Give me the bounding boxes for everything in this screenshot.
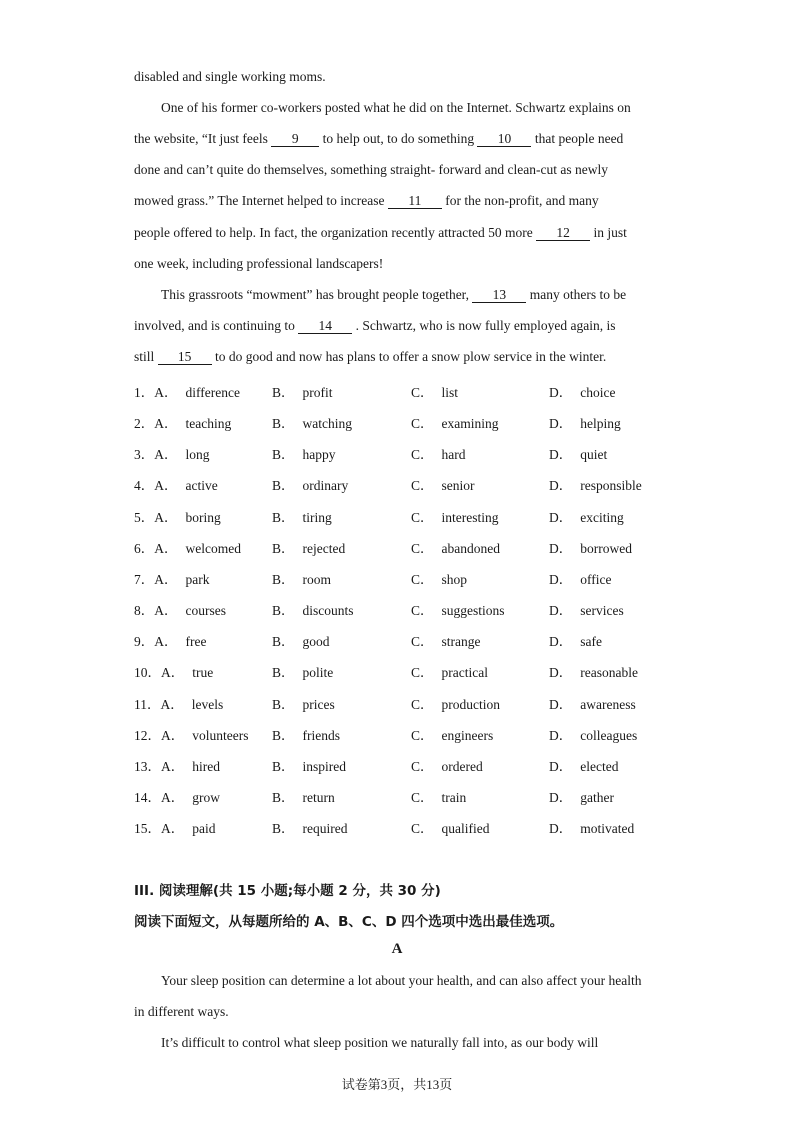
option-text: helping [580, 416, 621, 431]
option-letter: C． [411, 665, 434, 680]
question-row [134, 568, 694, 588]
question-number: 10． [134, 665, 161, 680]
question-row [134, 599, 694, 619]
option-letter: A． [154, 447, 178, 462]
option-a [134, 474, 218, 494]
option-letter: B． [272, 447, 295, 462]
option-text: office [580, 572, 612, 587]
option-b [272, 506, 332, 526]
option-text: awareness [580, 697, 636, 712]
option-text: services [580, 603, 624, 618]
option-text: ordinary [302, 478, 349, 493]
option-text: interesting [441, 510, 499, 525]
passage-line: people offered to help. In fact, the organization recently attracted 50 more 12 in just [134, 225, 627, 240]
option-a [134, 724, 249, 744]
blank-11: 11 [388, 194, 442, 209]
option-c [411, 474, 475, 494]
option-letter: B． [272, 510, 295, 525]
option-c [411, 506, 499, 526]
question-number: 6． [134, 541, 155, 556]
passage-line: done and can’t quite do themselves, something straight- forward and clean-cut as newly [134, 162, 608, 177]
option-letter: D． [549, 385, 573, 400]
option-d [549, 506, 624, 526]
option-text: courses [185, 603, 226, 618]
option-letter: B． [272, 541, 295, 556]
option-letter: A． [161, 665, 185, 680]
option-text: hired [192, 759, 220, 774]
option-text: reasonable [580, 665, 638, 680]
option-letter: B． [272, 385, 295, 400]
option-text: teaching [185, 416, 232, 431]
option-letter: C． [411, 728, 434, 743]
option-text: long [185, 447, 210, 462]
option-text: grow [192, 790, 220, 805]
option-letter: C． [411, 572, 434, 587]
option-text: discounts [302, 603, 354, 618]
option-letter: B． [272, 665, 295, 680]
option-letter: B． [272, 697, 295, 712]
option-a [134, 537, 241, 557]
option-letter: B． [272, 759, 295, 774]
blank-10: 10 [477, 132, 531, 147]
option-text: return [302, 790, 335, 805]
option-d [549, 381, 615, 401]
option-c [411, 693, 500, 713]
option-c [411, 381, 458, 401]
option-b [272, 537, 345, 557]
question-number: 7． [134, 572, 155, 587]
question-number: 8． [134, 603, 155, 618]
question-number: 4． [134, 478, 155, 493]
option-text: happy [302, 447, 336, 462]
option-a [134, 817, 216, 837]
option-letter: D． [549, 790, 573, 805]
option-letter: A． [154, 385, 178, 400]
option-d [549, 693, 636, 713]
passage-line: in different ways. [134, 1004, 229, 1019]
option-letter: B． [272, 416, 295, 431]
option-letter: B． [272, 634, 295, 649]
option-text: quiet [580, 447, 608, 462]
option-d [549, 412, 621, 432]
passage-line: the website, “It just feels 9 to help out, to do something 10 that people need [134, 131, 624, 146]
option-text: senior [441, 478, 475, 493]
option-text: train [441, 790, 467, 805]
option-b [272, 693, 335, 713]
option-text: true [192, 665, 214, 680]
option-a [134, 506, 221, 526]
option-a [134, 661, 213, 681]
option-c [411, 661, 488, 681]
option-d [549, 568, 611, 588]
option-letter: D． [549, 821, 573, 836]
passage-line: disabled and single working moms. [134, 69, 326, 84]
option-a [134, 412, 231, 432]
option-letter: C． [411, 416, 434, 431]
blank-9: 9 [271, 132, 319, 147]
option-text: elected [580, 759, 619, 774]
option-letter: C． [411, 478, 434, 493]
section-heading: III. 阅读理解(共 15 小题;每小题 2 分，共 30 分) [134, 883, 441, 899]
option-text: borrowed [580, 541, 632, 556]
question-number: 9． [134, 634, 155, 649]
option-text: gather [580, 790, 614, 805]
option-text: examining [441, 416, 499, 431]
option-d [549, 599, 624, 619]
option-letter: B． [272, 603, 295, 618]
option-b [272, 724, 340, 744]
option-letter: D． [549, 728, 573, 743]
option-letter: C． [411, 447, 434, 462]
option-a [134, 786, 220, 806]
blank-12: 12 [536, 226, 590, 241]
option-d [549, 474, 642, 494]
option-a [134, 599, 226, 619]
question-number: 2． [134, 416, 155, 431]
option-text: colleagues [580, 728, 638, 743]
option-letter: D． [549, 541, 573, 556]
option-b [272, 568, 331, 588]
option-text: strange [441, 634, 481, 649]
option-letter: D． [549, 510, 573, 525]
option-letter: A． [161, 759, 185, 774]
option-text: ordered [441, 759, 483, 774]
option-letter: B． [272, 572, 295, 587]
option-letter: A． [160, 697, 184, 712]
option-d [549, 661, 638, 681]
option-text: profit [302, 385, 333, 400]
option-letter: C． [411, 385, 434, 400]
option-letter: D． [549, 634, 573, 649]
option-letter: A． [154, 416, 178, 431]
option-text: active [185, 478, 218, 493]
option-c [411, 755, 483, 775]
option-text: choice [580, 385, 616, 400]
question-number: 14． [134, 790, 161, 805]
option-letter: A． [154, 478, 178, 493]
option-letter: B． [272, 821, 295, 836]
option-text: qualified [441, 821, 490, 836]
option-text: exciting [580, 510, 624, 525]
option-letter: A． [154, 634, 178, 649]
option-a [134, 630, 206, 650]
option-text: free [185, 634, 207, 649]
question-number: 15． [134, 821, 161, 836]
passage-line: One of his former co-workers posted what he did on the Internet. Schwartz explains on [161, 100, 631, 115]
option-letter: A． [154, 541, 178, 556]
option-text: hard [441, 447, 466, 462]
option-b [272, 786, 335, 806]
blank-14: 14 [298, 319, 352, 334]
option-text: good [302, 634, 330, 649]
question-number: 3． [134, 447, 155, 462]
option-letter: A． [161, 790, 185, 805]
option-letter: A． [154, 510, 178, 525]
option-text: watching [302, 416, 353, 431]
option-letter: D． [549, 759, 573, 774]
option-text: shop [441, 572, 468, 587]
option-text: friends [302, 728, 341, 743]
option-text: difference [185, 385, 240, 400]
option-letter: B． [272, 790, 295, 805]
passage-line: mowed grass.” The Internet helped to increase 11 for the non-profit, and many [134, 193, 599, 208]
option-letter: B． [272, 728, 295, 743]
passage-line: involved, and is continuing to 14 . Schwartz, who is now fully employed again, is [134, 318, 616, 333]
question-row [134, 537, 694, 557]
option-letter: C． [411, 541, 434, 556]
option-letter: D． [549, 603, 573, 618]
option-text: list [441, 385, 459, 400]
option-text: polite [302, 665, 334, 680]
option-b [272, 599, 354, 619]
passage-line: This grassroots “mowment” has brought people together, 13 many others to be [161, 287, 627, 302]
question-row [134, 755, 694, 775]
option-text: motivated [580, 821, 635, 836]
option-text: levels [191, 697, 224, 712]
option-letter: D． [549, 416, 573, 431]
option-d [549, 755, 618, 775]
question-row [134, 474, 694, 494]
option-text: room [302, 572, 332, 587]
option-d [549, 817, 634, 837]
option-text: responsible [580, 478, 642, 493]
option-b [272, 817, 348, 837]
passage-line: It’s difficult to control what sleep position we naturally fall into, as our body will [161, 1035, 599, 1050]
option-c [411, 724, 493, 744]
option-text: safe [580, 634, 602, 649]
option-d [549, 724, 637, 744]
option-text: engineers [441, 728, 494, 743]
option-b [272, 630, 330, 650]
blank-13: 13 [472, 288, 526, 303]
question-row [134, 381, 694, 401]
option-text: prices [302, 697, 335, 712]
passage-line: still 15 to do good and now has plans to offer a snow plow service in the winter. [134, 349, 607, 364]
page-footer: 试卷第3页，共13页 [341, 1077, 453, 1092]
option-a [134, 568, 210, 588]
option-text: production [441, 697, 501, 712]
option-a [134, 443, 210, 463]
option-text: suggestions [441, 603, 505, 618]
question-number: 12． [134, 728, 161, 743]
option-letter: D． [549, 572, 573, 587]
option-c [411, 630, 481, 650]
option-text: practical [441, 665, 488, 680]
option-letter: C． [411, 790, 434, 805]
option-c [411, 817, 490, 837]
question-row [134, 412, 694, 432]
option-a [134, 381, 240, 401]
option-b [272, 755, 346, 775]
option-letter: A． [161, 728, 185, 743]
option-letter: C． [411, 634, 434, 649]
option-letter: C． [411, 821, 434, 836]
option-text: park [185, 572, 210, 587]
option-text: volunteers [192, 728, 249, 743]
option-text: required [302, 821, 348, 836]
option-letter: C． [411, 603, 434, 618]
option-c [411, 443, 466, 463]
question-row [134, 630, 694, 650]
option-d [549, 537, 632, 557]
option-text: inspired [302, 759, 347, 774]
question-row [134, 693, 694, 713]
option-letter: D． [549, 697, 573, 712]
option-letter: D． [549, 478, 573, 493]
option-letter: A． [154, 572, 178, 587]
passage-line: one week, including professional landscapers! [134, 256, 384, 271]
question-row [134, 817, 694, 837]
question-number: 11． [134, 697, 161, 712]
option-letter: C． [411, 510, 434, 525]
option-text: welcomed [185, 541, 241, 556]
question-row [134, 506, 694, 526]
option-text: paid [192, 821, 216, 836]
option-c [411, 599, 505, 619]
option-c [411, 568, 467, 588]
question-row [134, 724, 694, 744]
question-row [134, 786, 694, 806]
option-a [134, 693, 223, 713]
option-letter: D． [549, 447, 573, 462]
option-letter: A． [161, 821, 185, 836]
option-letter: C． [411, 759, 434, 774]
blank-15: 15 [158, 350, 212, 365]
option-b [272, 474, 348, 494]
passage-line: Your sleep position can determine a lot about your health, and can also affect your health [161, 973, 642, 988]
option-text: boring [185, 510, 221, 525]
option-letter: B． [272, 478, 295, 493]
passage-label: A [391, 941, 403, 957]
question-row [134, 443, 694, 463]
option-letter: C． [411, 697, 434, 712]
question-row [134, 661, 694, 681]
option-b [272, 381, 333, 401]
option-d [549, 786, 614, 806]
option-text: tiring [302, 510, 332, 525]
option-text: rejected [302, 541, 346, 556]
option-c [411, 786, 466, 806]
option-d [549, 630, 602, 650]
question-number: 5． [134, 510, 155, 525]
option-a [134, 755, 220, 775]
question-number: 1． [134, 385, 155, 400]
question-number: 13． [134, 759, 161, 774]
option-d [549, 443, 607, 463]
option-c [411, 537, 500, 557]
option-text: abandoned [441, 541, 500, 556]
option-c [411, 412, 499, 432]
option-b [272, 412, 352, 432]
section-instruction: 阅读下面短文，从每题所给的 A、B、C、D 四个选项中选出最佳选项。 [134, 914, 564, 930]
option-letter: D． [549, 665, 573, 680]
option-b [272, 443, 336, 463]
option-letter: A． [154, 603, 178, 618]
option-b [272, 661, 333, 681]
